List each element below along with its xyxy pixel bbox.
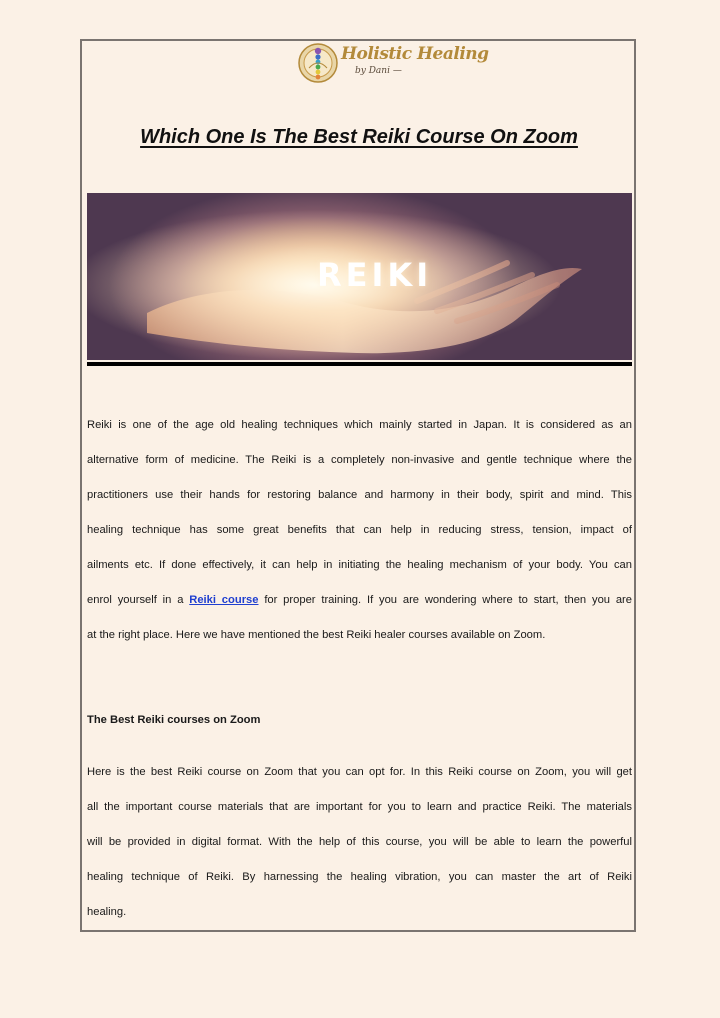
text-line: Reiki is one of the age old healing techniques which mainly started in Japan. It is considered as an: [87, 419, 632, 431]
text-line: Here is the best Reiki course on Zoom that you can opt for. In this Reiki course on Zoom, you will get: [87, 766, 632, 778]
page-title: Which One Is The Best Reiki Course On Zoom: [140, 126, 578, 148]
text-line: ailments etc. If done effectively, it can help in initiating the healing mechanism of your body. You can: [87, 559, 632, 571]
text-line: practitioners use their hands for restoring balance and harmony in their body, spirit and mind. This: [87, 489, 632, 501]
intro-paragraph: [87, 408, 632, 653]
logo-tagline: by Dani —: [355, 66, 402, 76]
text-line: will be provided in digital format. With the help of this course, you will be able to learn the powerful: [87, 836, 632, 848]
text-line: healing technique has some great benefits that can help in reducing stress, tension, impact of: [87, 524, 632, 536]
logo-emblem-icon: [297, 42, 339, 84]
logo-wordmark: Holistic Healing: [341, 44, 489, 64]
section-heading: The Best Reiki courses on Zoom: [87, 714, 261, 726]
text-line: alternative form of medicine. The Reiki is a completely non-invasive and gentle technique where the: [87, 454, 632, 466]
text-line-with-link: [87, 583, 632, 618]
logo: [297, 42, 489, 84]
hero-image: [87, 193, 632, 360]
text-line: healing technique of Reiki. By harnessing the healing vibration, you can master the art of Reiki: [87, 871, 632, 883]
hero-word: REIKI: [317, 256, 433, 294]
text-line: healing.: [87, 906, 127, 918]
reiki-course-link[interactable]: Reiki course: [189, 594, 259, 606]
text-fragment: for proper training. If you are wondering where to start, then you are: [258, 594, 632, 606]
text-fragment: enrol yourself in a: [87, 594, 190, 606]
section-paragraph: [87, 755, 632, 930]
text-line: at the right place. Here we have mentioned the best Reiki healer courses available on Zoom.: [87, 629, 546, 641]
divider: [87, 362, 632, 366]
text-line: all the important course materials that are important for you to learn and practice Reiki. The materials: [87, 801, 632, 813]
